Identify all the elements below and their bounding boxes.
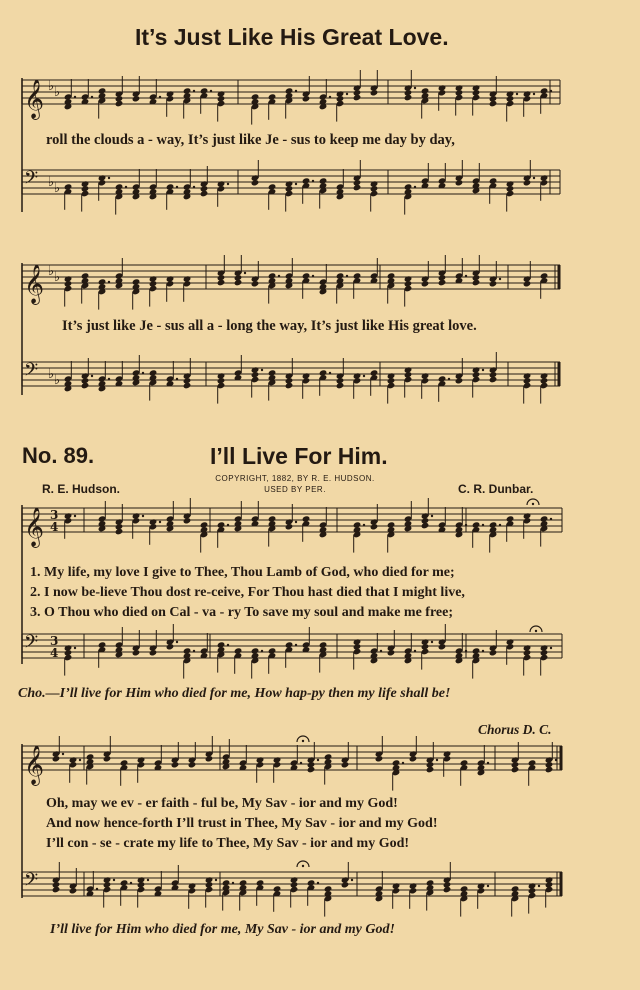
svg-text:♭: ♭ xyxy=(48,367,55,382)
copyright-notice: COPYRIGHT, 1882, BY R. E. HUDSON. xyxy=(215,474,375,483)
svg-text:3: 3 xyxy=(50,508,59,522)
svg-text:𝄞: 𝄞 xyxy=(24,79,45,119)
svg-text:𝄢: 𝄢 xyxy=(24,632,39,657)
svg-text:♭: ♭ xyxy=(54,373,61,388)
svg-text:𝄞: 𝄞 xyxy=(24,745,45,785)
chorus-line-b: I’ll live for Him who died for me, My Sav - ior and my God! xyxy=(50,922,395,937)
verse-3-line-b: I’ll con - se - crate my life to Thee, My Sav - ior and my God! xyxy=(46,836,410,851)
svg-text:♭: ♭ xyxy=(48,264,55,279)
chorus-line-a: Cho.—I’ll live for Him who died for me, How hap-py then my life shall be! xyxy=(18,686,451,701)
used-by-permission: USED BY PER. xyxy=(264,485,326,494)
svg-text:𝄢: 𝄢 xyxy=(24,870,39,895)
verse-1-line-b: Oh, may we ev - er faith - ful be, My Sav - ior and my God! xyxy=(46,796,398,811)
hymn1-lyric-line2: It’s just like Je - sus all a - long the way, It’s just like His great love. xyxy=(62,318,477,334)
svg-text:♭: ♭ xyxy=(54,270,61,285)
svg-text:3: 3 xyxy=(50,634,59,648)
svg-text:𝄞: 𝄞 xyxy=(24,507,45,547)
verse-1-line-a: 1. My life, my love I give to Thee, Thou Lamb of God, who died for me; xyxy=(30,565,455,580)
svg-text:𝄢: 𝄢 xyxy=(24,168,39,193)
hymn1-lyric-line1: roll the clouds a - way, It’s just like Je - sus to keep me day by day, xyxy=(46,132,455,148)
hymn-number: No. 89. xyxy=(22,443,95,468)
hymn2-title: I’ll Live For Him. xyxy=(210,443,388,469)
svg-text:𝄞: 𝄞 xyxy=(24,264,45,304)
svg-text:♭: ♭ xyxy=(48,175,55,190)
verse-2-line-b: And now hence-forth I’ll trust in Thee, My Sav - ior and my God! xyxy=(46,816,438,831)
verse-2-line-a: 2. I now be-lieve Thou dost re-ceive, For Thou hast died that I might live, xyxy=(30,585,465,600)
svg-text:4: 4 xyxy=(50,646,59,660)
svg-text:♭: ♭ xyxy=(54,181,61,196)
hymn1-title: It’s Just Like His Great Love. xyxy=(135,24,449,50)
verse-3-line-a: 3. O Thou who died on Cal - va - ry To save my soul and make me free; xyxy=(30,605,454,620)
svg-text:♭: ♭ xyxy=(54,85,61,100)
svg-text:4: 4 xyxy=(50,520,59,534)
author-credit: C. R. Dunbar. xyxy=(458,482,534,496)
svg-text:♭: ♭ xyxy=(48,79,55,94)
chorus-dc-marking: Chorus D. C. xyxy=(478,722,552,737)
svg-text:𝄢: 𝄢 xyxy=(24,360,39,385)
composer-credit: R. E. Hudson. xyxy=(42,482,120,496)
